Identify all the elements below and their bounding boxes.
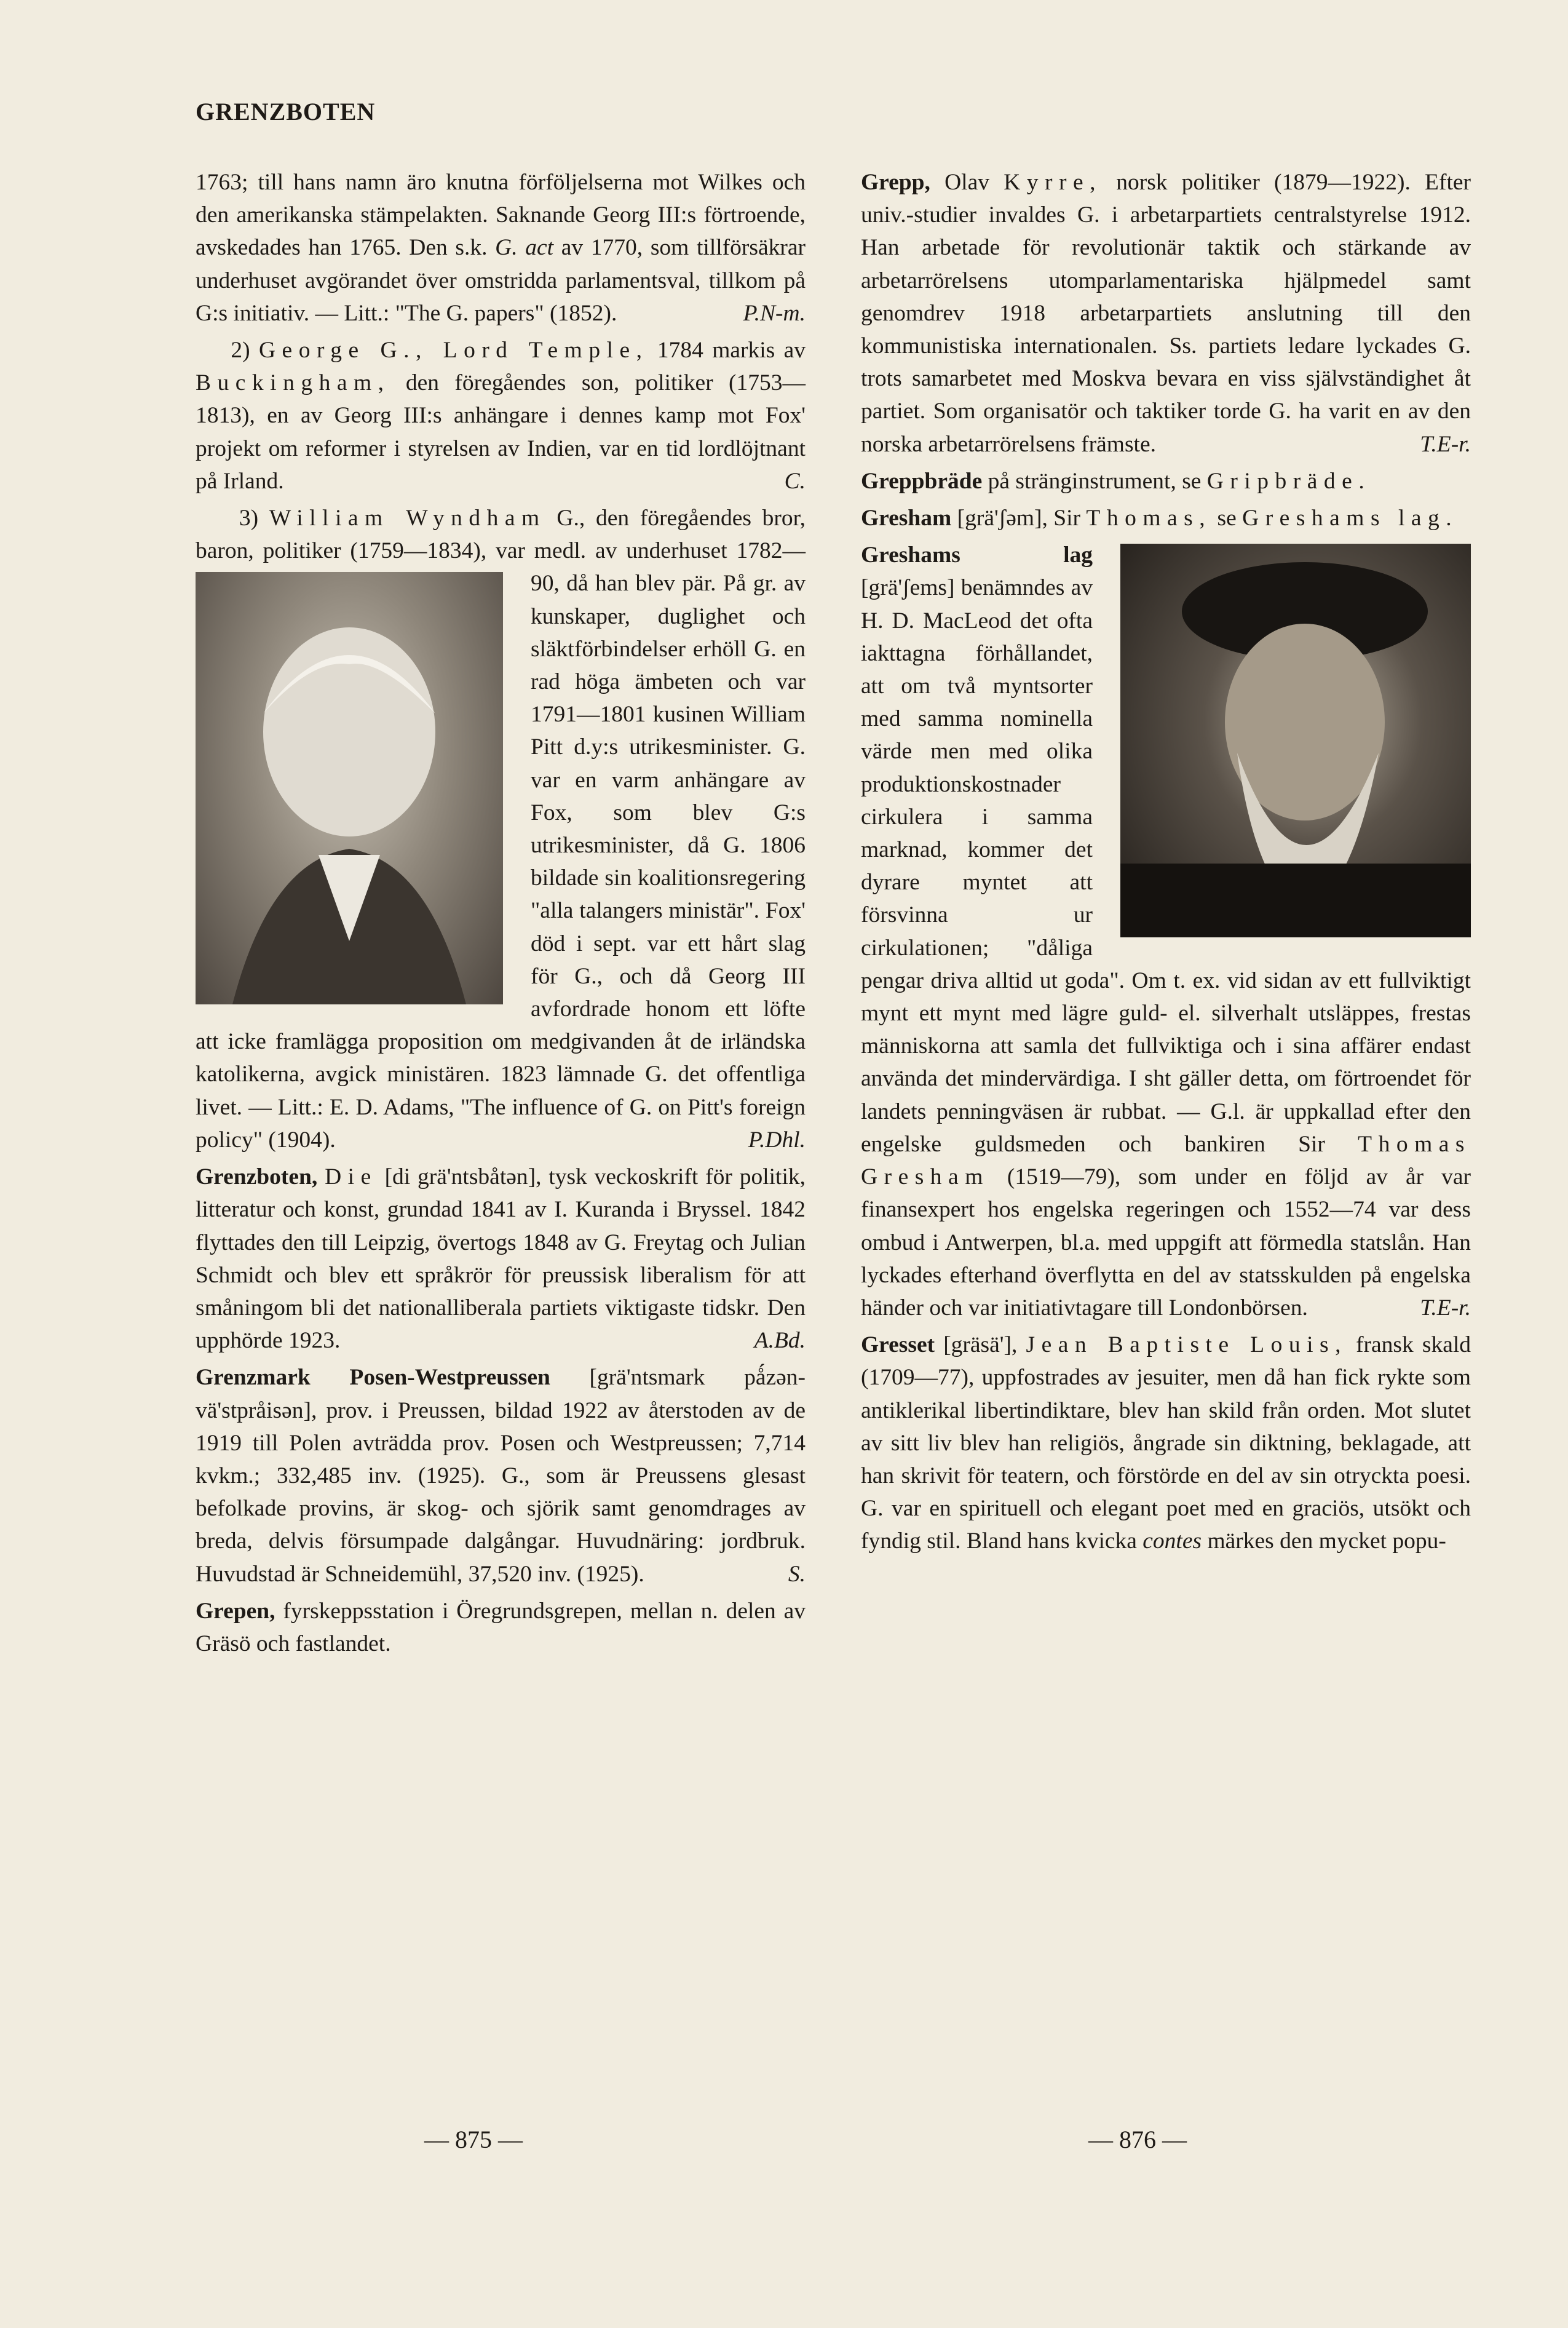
- signature: T.E-r.: [1420, 1295, 1471, 1321]
- entry-greppbrade: Greppbräde på stränginstrument, se Gripbräde.: [861, 468, 1371, 494]
- entry-grenville-3: 3) William Wyndham G., den föregåendes bror, baron, politiker (1759—1834), var medl. av underhuset 1782—90, då han blev pär. På gr. av kunskaper, duglighet och släktförbindelser erhöll G. en rad höga ämbeten och var 1791—1801 kusinen William Pitt d.y:s utrikesminister. G. var en varm anhängare av Fox, som blev G:s utrikesminister, då G. 1806 bildade sin koalitionsregering "alla talangers ministär". Fox' död i sept. var ett hårt slag för G., och då Georg III avfordrade honom ett löfte att icke framlägga proposition om medgivanden åt de irländska katolikerna, avgick ministären. 1823 lämnade G. det offentliga livet. — Litt.: E. D. Adams, "The influence of G. on Pitt's foreign policy" (1904). P.Dhl.: [196, 502, 806, 1156]
- running-head: GRENZBOTEN: [196, 98, 376, 125]
- signature: P.Dhl.: [748, 1127, 806, 1153]
- entry-grenzboten: Grenzboten, Die [di grä'ntsbåtən], tysk veckoskrift för politik, litteratur och konst, grundad 1841 av I. Kuranda i Bryssel. 1842 flyttades den till Leipzig, övertogs 1848 av G. Freytag och Julian Schmidt och blev ett språkrör för preussisk liberalism för att småningom bli det nationalliberala partiets viktigaste tidskr. Den upphörde 1923. A.Bd.: [196, 1161, 806, 1357]
- portrait-william-wyndham-grenville: [196, 572, 503, 1004]
- entry-grenville-1-cont: 1763; till hans namn äro knutna förföljelserna mot Wilkes och den amerikanska stämpelakten. Saknande Georg III:s förtroende, avskedades han 1765. Den s.k. G. act av 1770, som tillförsäkrar underhuset avgörandet över omstridda parlamentsval, tillkom på G:s initiativ. — Litt.: "The G. papers" (1852). P.N-m.: [196, 166, 806, 330]
- portrait-thomas-gresham: [1120, 544, 1471, 937]
- right-column: [861, 166, 1471, 1558]
- entry-gresset: Gresset [gräsä'], Jean Baptiste Louis, fransk skald (1709—77), uppfostrades av jesuiter, men då han fick rykte som antiklerikal libertindiktare, blev han skild från orden. Mot slutet av sitt liv blev han religiös, ångrade sin diktning, beklagade, att han skrivit för teatern, och förstörde en del av sin otryckta poesi. G. var en spirituell och elegant poet med en graciös, utsökt och fyndig stil. Bland hans kvicka contes märkes den mycket popu-: [861, 1332, 1471, 1554]
- entry-grepp: Grepp, Olav Kyrre, norsk politiker (1879—1922). Efter univ.-studier invaldes G. i arbetarpartiets centralstyrelse 1912. Han arbetade för revolutionär taktik och stärkande av arbetarrörelsens utomparlamentariska hjälpmedel samt genomdrev 1918 arbetarpartiets anslutning till den kommunistiska internationalen. Ss. partiets ledare lyckades G. trots samarbetet med Moskva bevara en viss självständighet åt partiet. Som organisatör och taktiker torde G. ha varit en av den norska arbetarrörelsens främste. T.E-r.: [861, 166, 1471, 461]
- entry-gresham: Gresham [grä'ʃəm], Sir Thomas, se Greshams lag.: [861, 506, 1459, 531]
- entry-grepen: Grepen, fyrskeppsstation i Öregrundsgrepen, mellan n. delen av Gräsö och fastlandet.: [196, 1598, 806, 1656]
- signature: T.E-r.: [1420, 431, 1471, 457]
- entry-grenzmark: Grenzmark Posen-Westpreussen [grä'ntsmark pǻzən-vä'stpråisən], prov. i Preussen, bildad 1922 av återstoden av de 1919 till Polen avträdda prov. Posen och Westpreussen; 7,714 kvkm.; 332,485 inv. (1925). G., som är Preussens glesast befolkade provins, är skog- och sjörik samt genomdrages av breda, delvis försumpade dalgångar. Huvudnäring: jordbruk. Huvudstad är Schneidemühl, 37,520 inv. (1925). S.: [196, 1361, 806, 1590]
- entry-greshams-lag: Greshams lag [grä'ʃems] benämndes av H. D. MacLeod det ofta iakttagna förhållandet, att om två myntsorter med samma nominella värde men med olika produktionskostnader cirkulera i samma marknad, kommer det dyrare myntet att försvinna ur cirkulationen; "dåliga pengar driva alltid ut goda". Om t. ex. vid sidan av ett fullviktigt mynt ett mynt med lägre guld- el. silverhalt utsläppes, frestas människorna att samla det fullviktiga och i sina affärer endast använda det mindervärdiga. I sht gäller detta, om förtroendet för landets penningväsen är rubbat. — G.l. är uppkallad efter den engelske guldsmeden och bankiren Sir Thomas Gresham (1519—79), som under en följd av år var finansexpert hos engelska regeringen och 1552—74 var dess ombud i Antwerpen, bl.a. med uppgift att förmedla statslån. Han lyckades efterhand överflytta en del av statsskulden på engelska händer och var initiativtagare till Londonbörsen. T.E-r.: [861, 539, 1471, 1324]
- left-column: [196, 166, 806, 1660]
- signature: S.: [788, 1561, 806, 1587]
- page-number-left: — 875 —: [424, 2126, 523, 2153]
- signature: P.N-m.: [743, 300, 806, 326]
- entry-grenville-2: 2) George G., Lord Temple, 1784 markis av Buckingham, den föregåendes son, politiker (1753—1813), en av Georg III:s anhängare i dennes kamp mot Fox' projekt om reformer i styrelsen av Indien, var en tid lordlöjtnant på Irland. C.: [196, 334, 806, 498]
- signature: A.Bd.: [754, 1328, 806, 1354]
- signature: C.: [784, 468, 806, 494]
- page-number-right: — 876 —: [1088, 2126, 1187, 2153]
